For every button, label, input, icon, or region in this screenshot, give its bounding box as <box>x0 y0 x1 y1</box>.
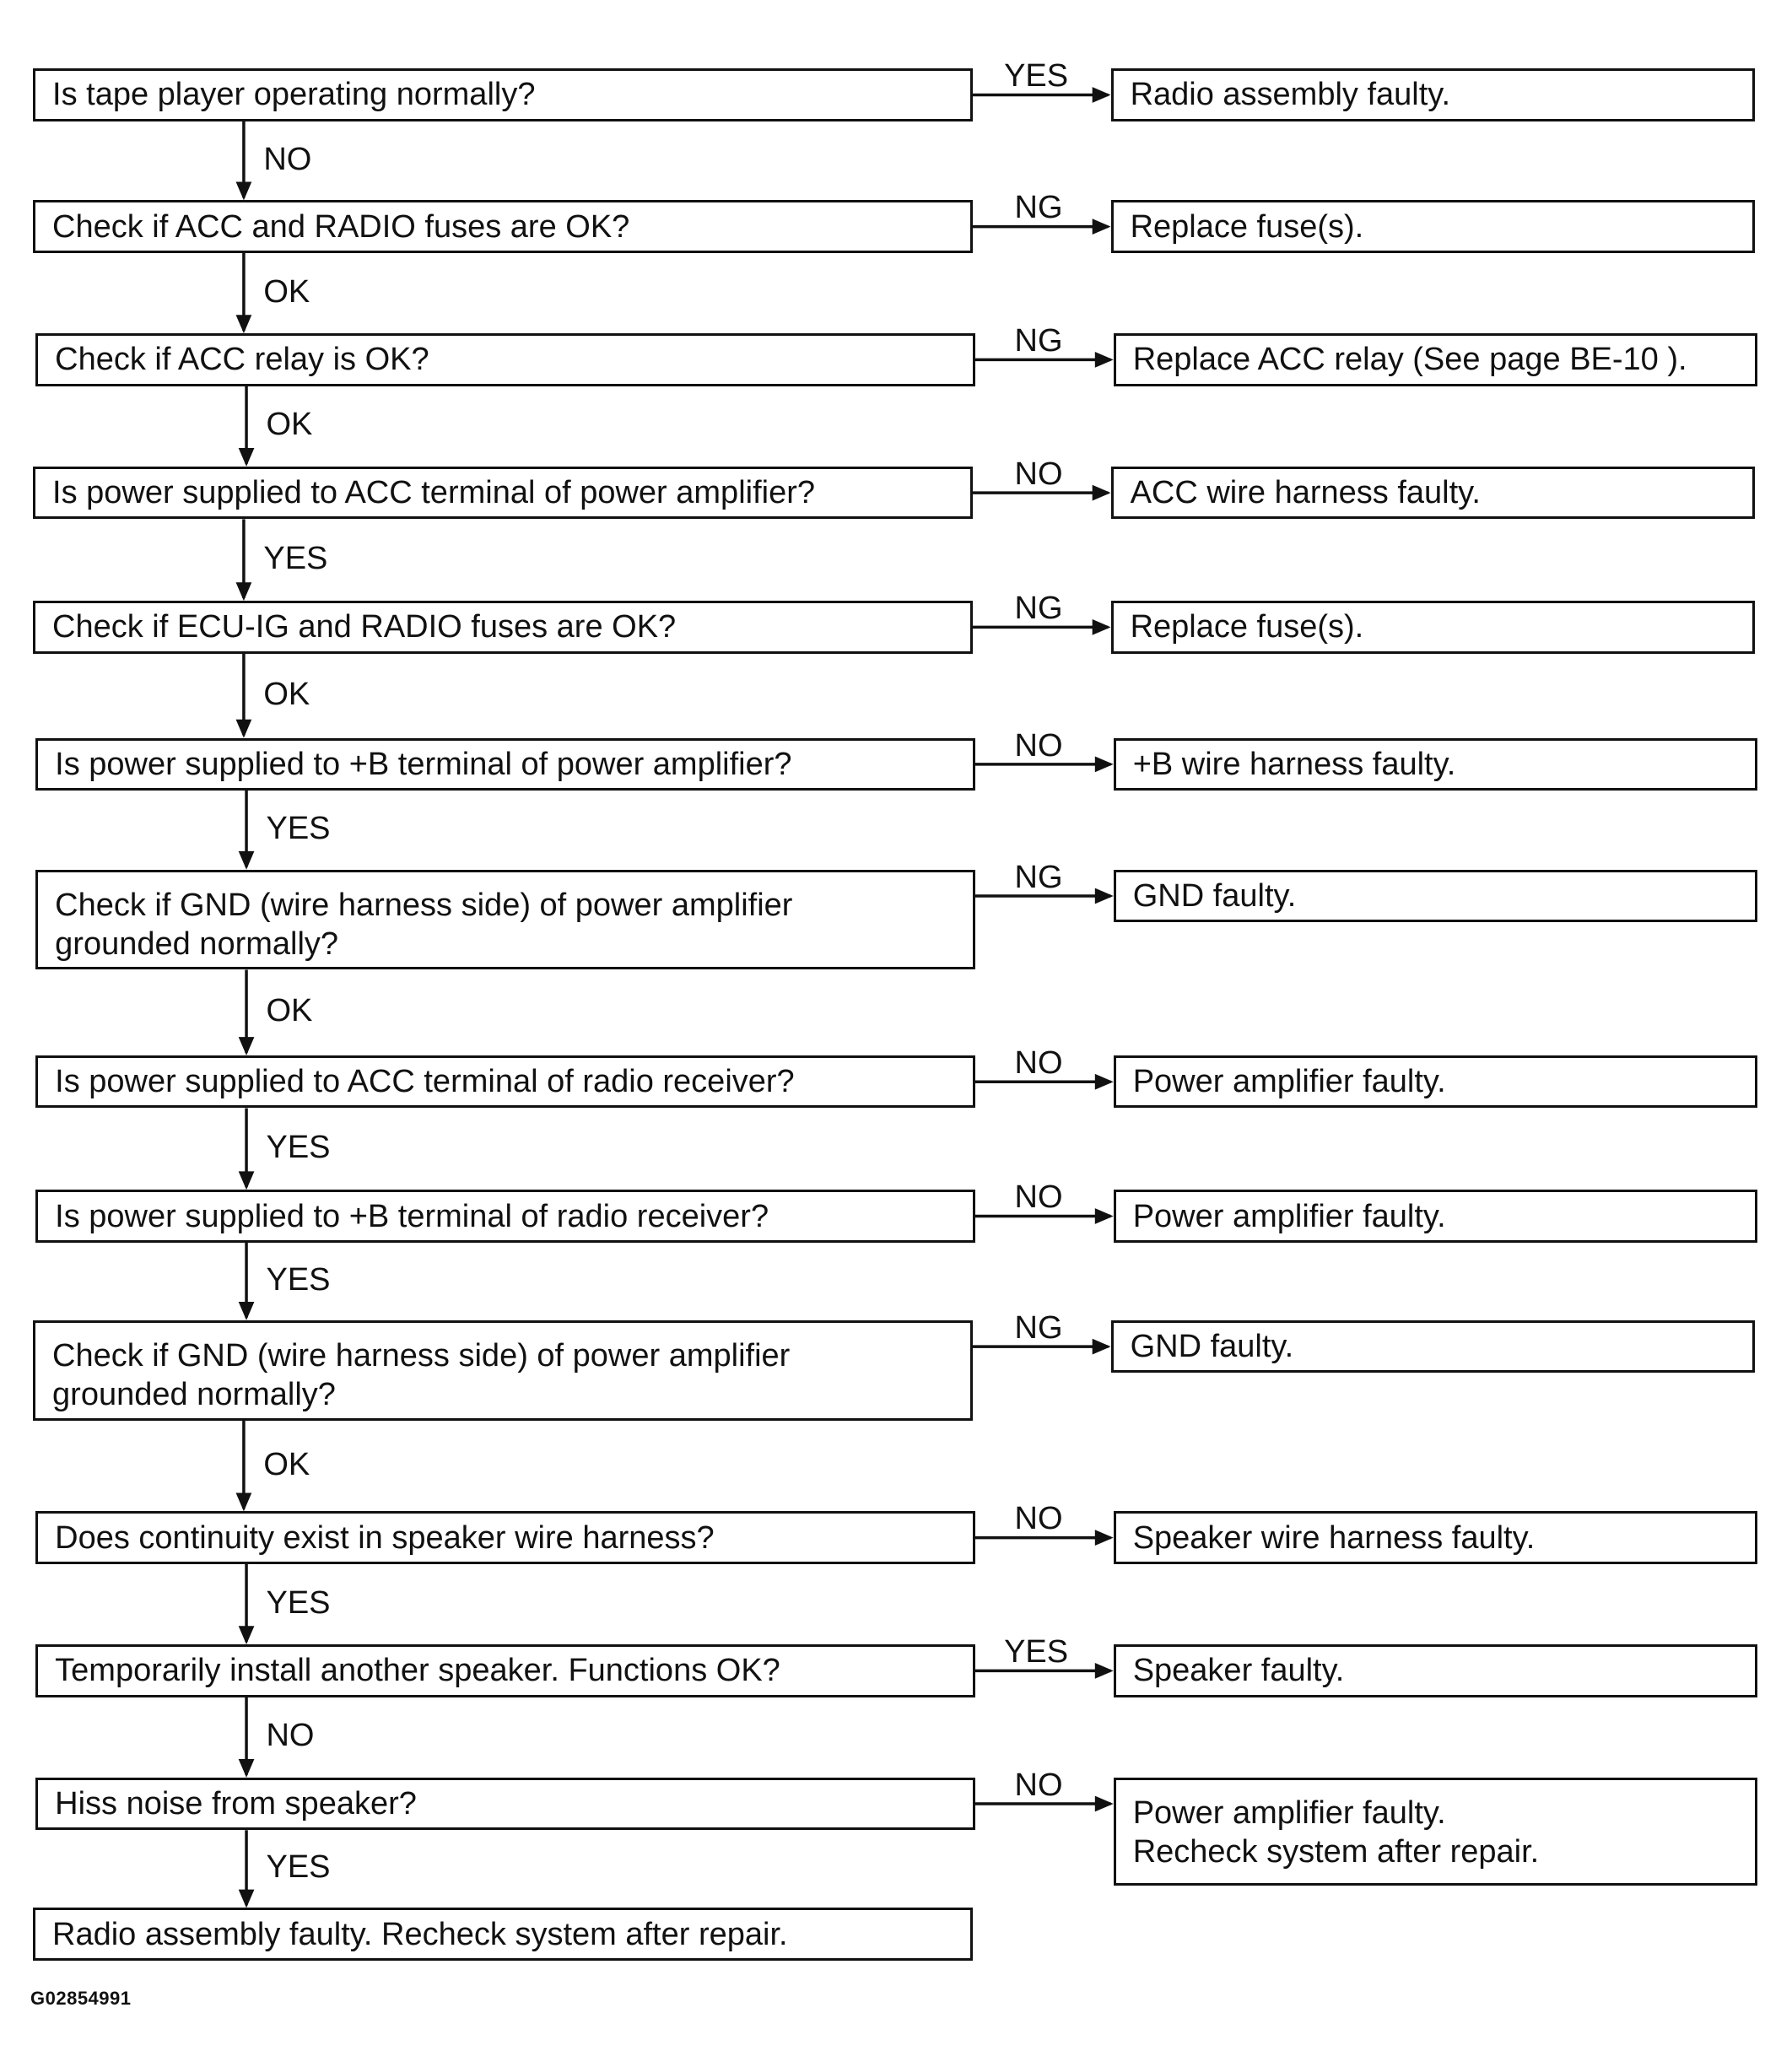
down-branch-label: OK <box>266 993 313 1029</box>
side-branch-label: NO <box>1014 1179 1063 1216</box>
result-text: Power amplifier faulty. <box>1132 1198 1446 1234</box>
down-arrowhead <box>239 1302 255 1320</box>
down-arrowhead <box>239 1037 255 1055</box>
result-box <box>1114 1190 1758 1242</box>
result-box <box>1111 601 1756 653</box>
side-arrowhead <box>1095 1208 1114 1224</box>
down-arrowhead <box>236 720 252 738</box>
down-branch-label: NO <box>266 1718 315 1754</box>
question-text: Check if ACC and RADIO fuses are OK? <box>52 208 630 245</box>
down-branch-label: YES <box>263 540 328 576</box>
question-text: Does continuity exist in speaker wire harness? <box>55 1519 715 1556</box>
side-arrowhead <box>1095 888 1114 904</box>
result-text: Radio assembly faulty. <box>1130 77 1451 113</box>
result-box <box>1114 1778 1758 1886</box>
question-text: Is power supplied to ACC terminal of power amplifier? <box>52 475 815 511</box>
down-arrowhead <box>239 1890 255 1908</box>
result-text: Replace fuse(s). <box>1130 208 1364 245</box>
side-branch-label: NO <box>1014 1045 1063 1082</box>
down-arrowhead <box>236 582 252 601</box>
result-text: Power amplifier faulty. Recheck system after repair. <box>1132 1794 1540 1870</box>
down-arrowhead <box>239 1171 255 1190</box>
down-arrowhead <box>239 851 255 870</box>
result-box <box>1114 1511 1758 1563</box>
result-text: +B wire harness faulty. <box>1132 746 1456 782</box>
question-text: Is power supplied to ACC terminal of radio receiver? <box>55 1064 795 1100</box>
question-box <box>35 1511 975 1563</box>
result-text: Speaker faulty. <box>1132 1653 1345 1689</box>
down-arrowhead <box>236 1492 252 1511</box>
side-branch-label: NG <box>1014 323 1063 359</box>
result-text: ACC wire harness faulty. <box>1130 475 1481 511</box>
down-branch-label: OK <box>266 407 313 443</box>
question-box <box>33 1320 973 1421</box>
question-box <box>35 1055 975 1108</box>
question-box <box>35 333 975 386</box>
down-branch-label: YES <box>266 1849 331 1886</box>
question-box <box>35 870 975 970</box>
question-box <box>33 467 973 519</box>
question-text: Check if GND (wire harness side) of power amplifier grounded normally? <box>52 1337 791 1412</box>
down-arrowhead <box>239 448 255 467</box>
question-text: Check if ACC relay is OK? <box>55 342 429 378</box>
result-box <box>1114 1055 1758 1108</box>
down-branch-label: NO <box>263 141 312 177</box>
side-branch-label: NG <box>1014 859 1063 895</box>
side-branch-label: YES <box>1004 1634 1069 1670</box>
figure-id: G02854991 <box>30 1988 132 2009</box>
side-arrowhead <box>1095 352 1114 368</box>
question-box <box>33 200 973 252</box>
question-text: Check if ECU-IG and RADIO fuses are OK? <box>52 609 677 645</box>
result-text: GND faulty. <box>1130 1329 1294 1365</box>
side-branch-label: YES <box>1004 58 1069 94</box>
side-branch-label: NG <box>1014 591 1063 627</box>
side-arrowhead <box>1093 485 1111 501</box>
side-arrowhead <box>1093 619 1111 635</box>
question-box <box>35 1190 975 1242</box>
result-box <box>1114 333 1758 386</box>
question-box <box>35 738 975 791</box>
side-branch-label: NO <box>1014 456 1063 492</box>
result-text: Replace ACC relay (See page BE-10 ). <box>1132 342 1687 378</box>
result-text: GND faulty. <box>1132 877 1297 914</box>
question-box <box>33 601 973 653</box>
question-box <box>33 68 973 121</box>
down-branch-label: OK <box>263 676 310 712</box>
question-text: Is power supplied to +B terminal of power amplifier? <box>55 746 792 782</box>
side-arrowhead <box>1095 1663 1114 1679</box>
side-branch-label: NG <box>1014 190 1063 226</box>
question-text: Temporarily install another speaker. Functions OK? <box>55 1653 780 1689</box>
question-text: Is tape player operating normally? <box>52 77 536 113</box>
question-box <box>33 1908 973 1960</box>
question-box <box>35 1778 975 1830</box>
down-branch-label: YES <box>266 811 331 847</box>
down-arrowhead <box>239 1759 255 1778</box>
result-box <box>1111 200 1756 252</box>
side-arrowhead <box>1095 1074 1114 1090</box>
side-branch-label: NO <box>1014 727 1063 764</box>
down-branch-label: OK <box>263 273 310 310</box>
side-branch-label: NO <box>1014 1767 1063 1803</box>
question-text: Is power supplied to +B terminal of radio receiver? <box>55 1198 769 1234</box>
question-text: Radio assembly faulty. Recheck system after repair. <box>52 1916 788 1952</box>
result-box <box>1114 738 1758 791</box>
down-arrowhead <box>236 182 252 201</box>
side-branch-label: NG <box>1014 1309 1063 1346</box>
result-box <box>1111 467 1756 519</box>
question-text: Check if GND (wire harness side) of power amplifier grounded normally? <box>55 887 793 962</box>
down-branch-label: OK <box>263 1446 310 1482</box>
side-arrowhead <box>1095 1796 1114 1812</box>
result-box <box>1111 68 1756 121</box>
result-box <box>1111 1320 1756 1373</box>
down-arrowhead <box>239 1626 255 1644</box>
side-arrowhead <box>1093 219 1111 235</box>
result-text: Replace fuse(s). <box>1130 609 1364 645</box>
side-arrowhead <box>1093 87 1111 103</box>
question-text: Hiss noise from speaker? <box>55 1786 417 1822</box>
down-branch-label: YES <box>266 1129 331 1165</box>
result-text: Speaker wire harness faulty. <box>1132 1519 1536 1556</box>
side-arrowhead <box>1093 1339 1111 1355</box>
question-box <box>35 1644 975 1697</box>
down-arrowhead <box>236 315 252 333</box>
result-box <box>1114 870 1758 922</box>
result-text: Power amplifier faulty. <box>1132 1064 1446 1100</box>
side-branch-label: NO <box>1014 1501 1063 1537</box>
down-branch-label: YES <box>266 1261 331 1298</box>
result-box <box>1114 1644 1758 1697</box>
side-arrowhead <box>1095 1530 1114 1546</box>
down-branch-label: YES <box>266 1584 331 1621</box>
side-arrowhead <box>1095 756 1114 772</box>
